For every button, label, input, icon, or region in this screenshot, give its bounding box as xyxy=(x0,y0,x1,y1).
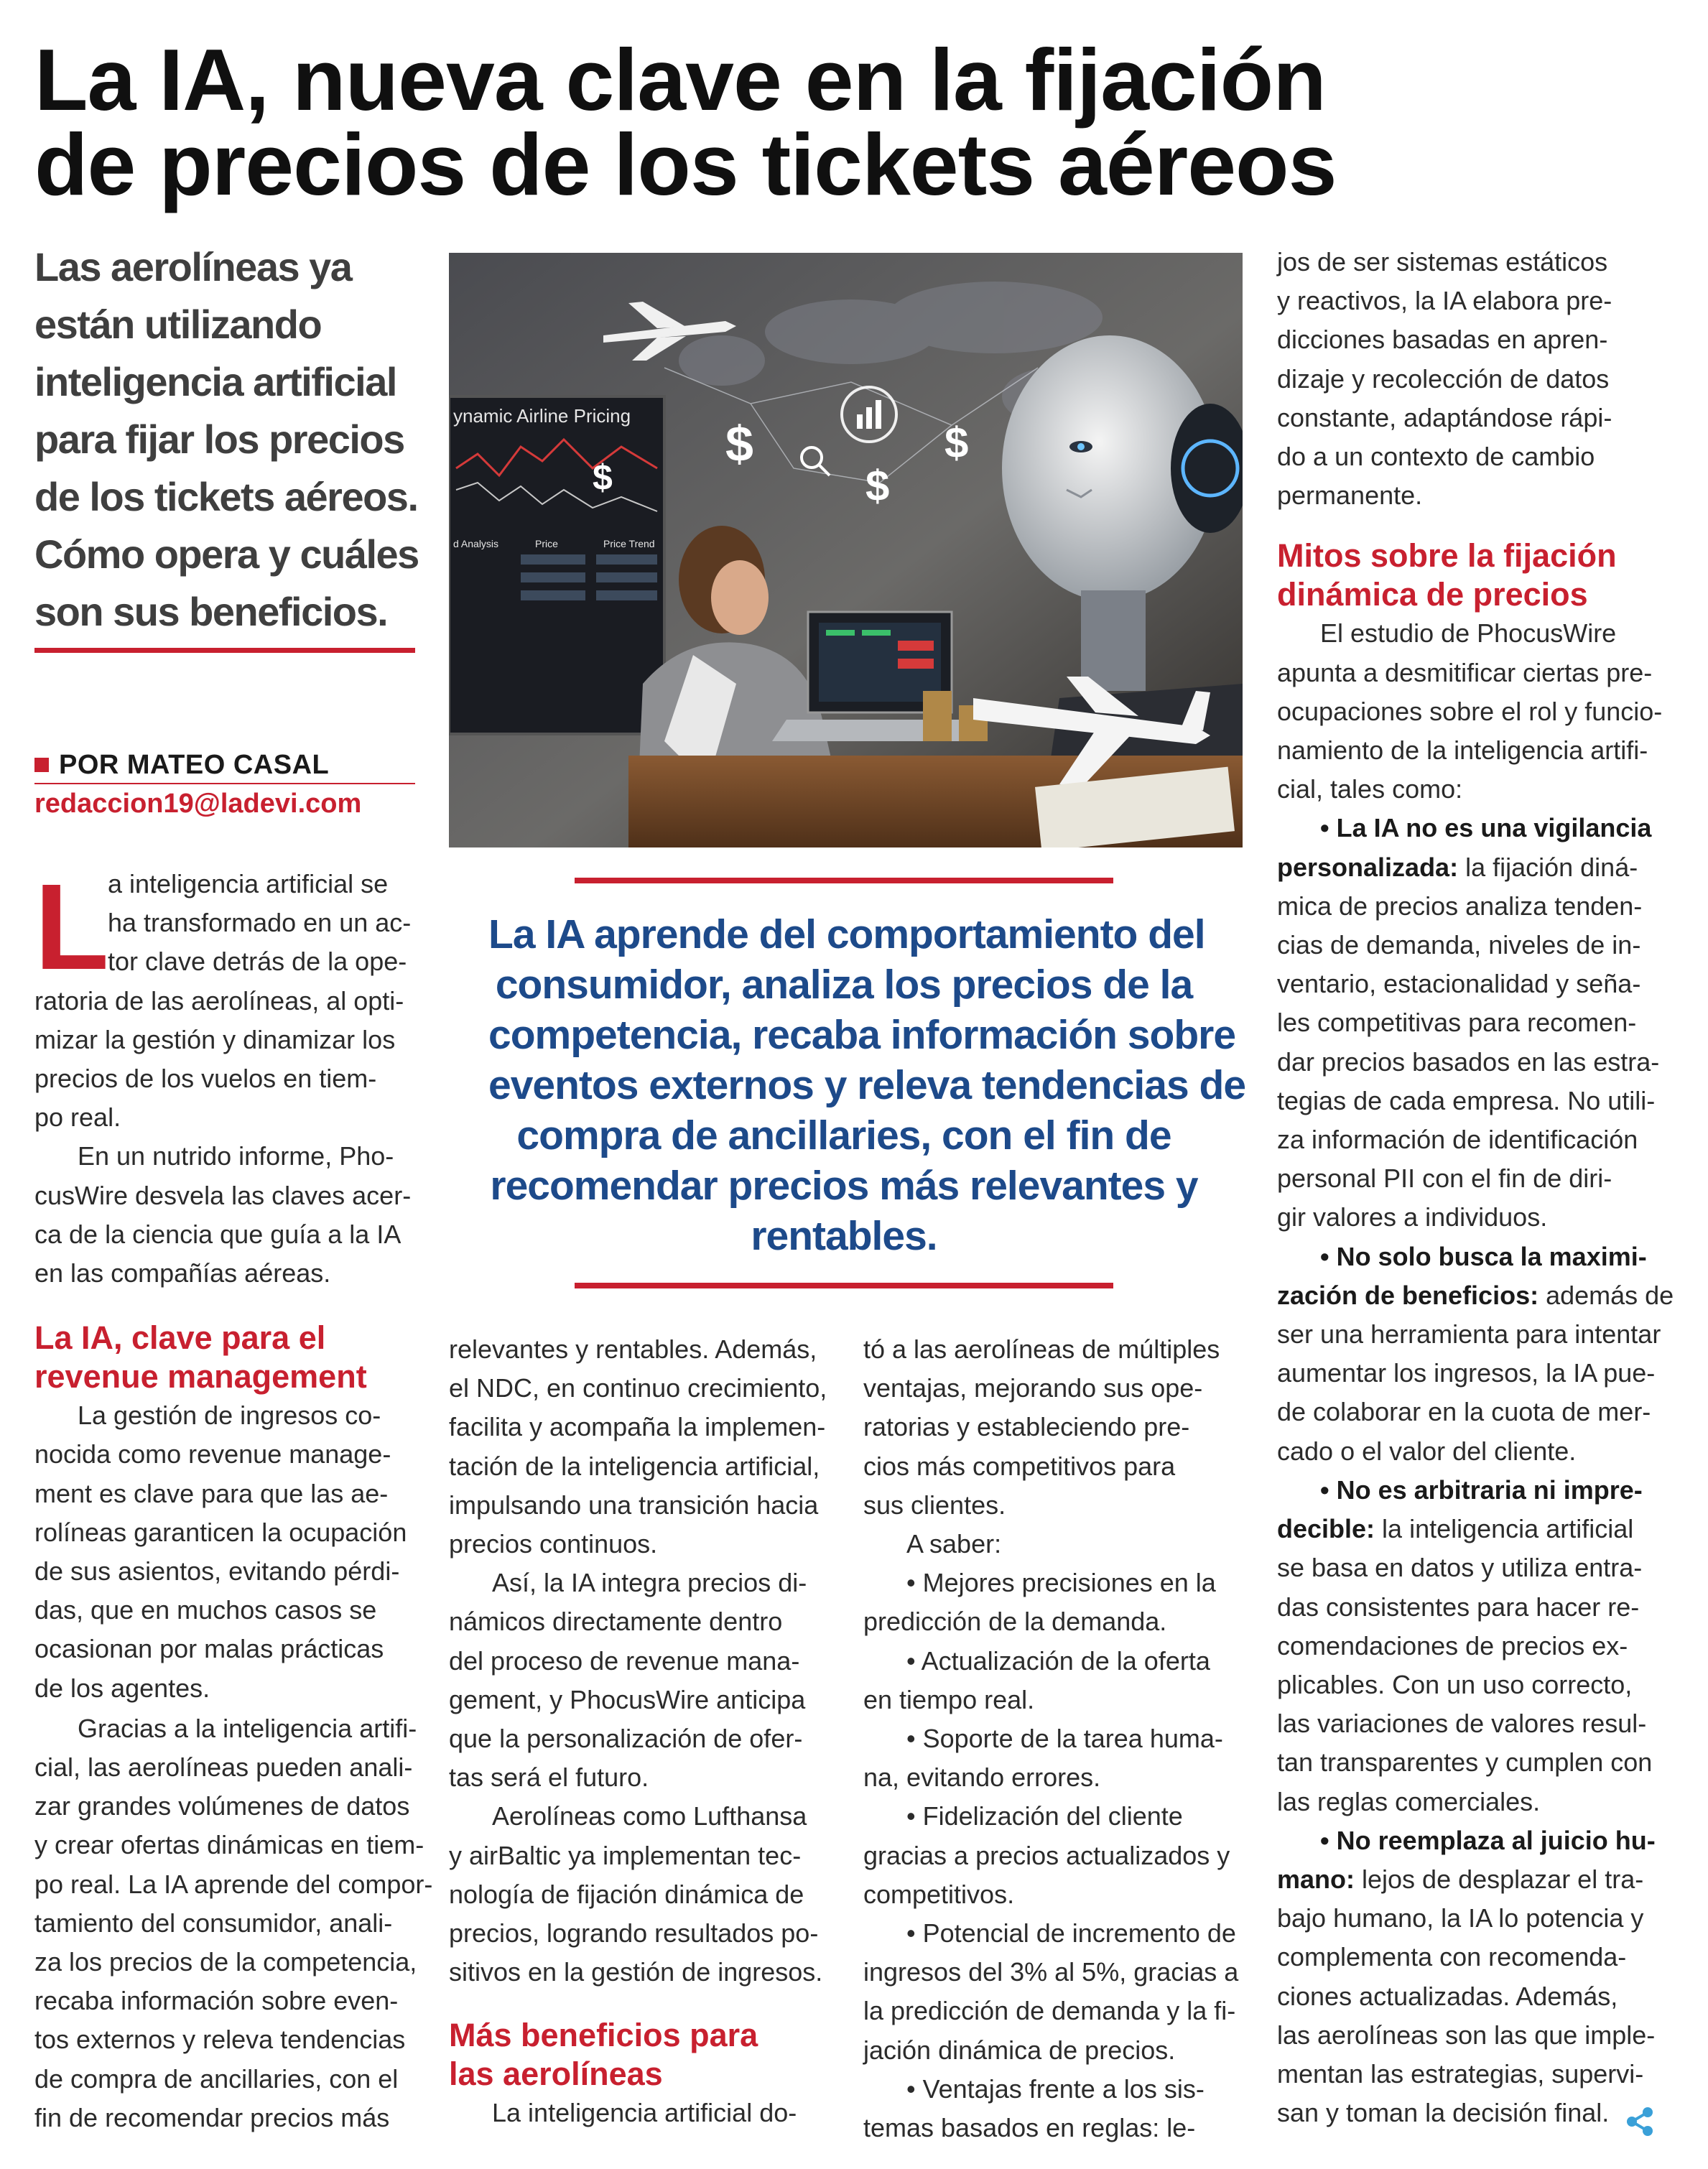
myth-item xyxy=(1277,1821,1658,2133)
hero-photo xyxy=(449,253,1243,847)
text-line: za los precios de la competencia, xyxy=(34,1947,417,1977)
a-saber: A saber: xyxy=(906,1529,1002,1559)
text-line: apunta a desmitificar ciertas pre- xyxy=(1277,657,1653,687)
text-line: La gestión de ingresos co- xyxy=(78,1401,381,1431)
text-line: precios continuos. xyxy=(449,1529,658,1559)
text-line: La inteligencia artificial do- xyxy=(492,2098,797,2128)
list-item xyxy=(863,1914,1244,2070)
text-line: competitivos. xyxy=(863,1879,1015,1909)
intro-paragraph-2 xyxy=(34,1137,415,1293)
text-line: les competitivas para recomen- xyxy=(1277,1008,1637,1038)
myth-bold: personalizada: xyxy=(1277,852,1459,882)
author-email[interactable]: redaccion19@ladevi.com xyxy=(34,789,362,819)
pull-quote-line: recomendar precios más relevantes y xyxy=(490,1163,1198,1209)
benefit-list xyxy=(863,1564,1244,2147)
text-line: mica de precios analiza tenden- xyxy=(1277,891,1643,921)
text-line: cial, las aerolíneas pueden anali- xyxy=(34,1752,413,1783)
pull-quote-line: competencia, recaba información sobre xyxy=(488,1012,1236,1058)
author xyxy=(34,747,415,784)
subhead-line: Mitos sobre la fijación xyxy=(1277,537,1617,575)
myth-bold: decible: xyxy=(1277,1514,1375,1544)
text-line: gement, y PhocusWire anticipa xyxy=(449,1684,806,1714)
text-line: complementa con recomenda- xyxy=(1277,1942,1627,1972)
text-line: tas será el futuro. xyxy=(449,1762,649,1793)
text-line: sitivos en la gestión de ingresos. xyxy=(449,1957,823,1987)
text-line: ocasionan por malas prácticas xyxy=(34,1634,384,1664)
text-line: de los agentes. xyxy=(34,1673,210,1703)
deck-divider xyxy=(34,648,415,653)
text-line xyxy=(1277,1510,1658,1548)
text-line: temas basados en reglas: le- xyxy=(863,2113,1196,2143)
text-line: po real. La IA aprende del compor- xyxy=(34,1869,433,1899)
text-line: de compra de ancillaries, con el xyxy=(34,2063,399,2094)
panel-label: Price Trend xyxy=(603,538,655,549)
text-line: do a un contexto de cambio xyxy=(1277,442,1595,472)
text-line: tó a las aerolíneas de múltiples xyxy=(863,1334,1220,1364)
text-line: Aerolíneas como Lufthansa xyxy=(492,1801,807,1831)
myth-text: además de xyxy=(1538,1280,1674,1310)
myth-item xyxy=(1277,1471,1658,1821)
myth-text: lejos de desplazar el tra- xyxy=(1355,1864,1644,1894)
text-line: plicables. Con un uso correcto, xyxy=(1277,1669,1633,1699)
text-line xyxy=(1277,1821,1658,1860)
pull-quote-text xyxy=(488,909,1246,1261)
pull-quote-bottom-rule xyxy=(575,1283,1113,1288)
text-line: fin de recomendar precios más xyxy=(34,2102,390,2132)
text-line: das, que en muchos casos se xyxy=(34,1595,377,1625)
list-item xyxy=(863,1564,1244,1641)
text-line: tan transparentes y cumplen con xyxy=(1277,1747,1653,1778)
text-line: ment es clave para que las ae- xyxy=(34,1478,389,1508)
text-line: na, evitando errores. xyxy=(863,1762,1101,1793)
text-line: en tiempo real. xyxy=(863,1684,1035,1714)
text-line: tamiento del consumidor, anali- xyxy=(34,1908,393,1938)
col2-paragraph-1 xyxy=(449,1330,830,1564)
text-line: bajo humano, la IA lo potencia y xyxy=(1277,1903,1644,1933)
myth-bold: • No reemplaza al juicio hu- xyxy=(1320,1825,1656,1855)
list-item xyxy=(863,2070,1244,2147)
deck-line: Cómo opera y cuáles xyxy=(34,531,419,577)
col2-paragraph-4 xyxy=(449,2094,830,2132)
text-line: zar grandes volúmenes de datos xyxy=(34,1791,410,1821)
text-line: Así, la IA integra precios di- xyxy=(492,1568,807,1598)
text-line xyxy=(1277,1471,1658,1510)
col4-paragraph-2 xyxy=(1277,614,1663,809)
text-line: cias de demanda, niveles de in- xyxy=(1277,930,1641,960)
text-line: constante, adaptándose rápi- xyxy=(1277,402,1612,432)
text-line: jación dinámica de precios. xyxy=(863,2035,1176,2065)
text-line: precios, logrando resultados po- xyxy=(449,1918,819,1949)
text-line: Gracias a la inteligencia artifi- xyxy=(78,1713,417,1743)
subhead-line: dinámica de precios xyxy=(1277,576,1588,613)
col4-paragraph-1 xyxy=(1277,243,1658,515)
text-line: comendaciones de precios ex- xyxy=(1277,1630,1628,1661)
pull-quote-top-rule xyxy=(575,878,1113,883)
list-item xyxy=(863,1719,1244,1797)
text-line: ingresos del 3% al 5%, gracias a xyxy=(863,1957,1239,1987)
subhead-mas-beneficios xyxy=(449,2016,830,2094)
text-line: dicciones basadas en apren- xyxy=(1277,325,1608,355)
text-line: de sus asientos, evitando pérdi- xyxy=(34,1556,400,1587)
text-line: cial, tales como: xyxy=(1277,774,1463,804)
text-line: ratoria de las aerolíneas, al opti- xyxy=(34,985,404,1016)
panel-label: d Analysis xyxy=(453,538,499,549)
text-line xyxy=(1277,1860,1658,1899)
dollar-icon: $ xyxy=(725,416,753,472)
myth-bold: mano: xyxy=(1277,1864,1355,1894)
dollar-icon: $ xyxy=(593,458,613,498)
text-line: y airBaltic ya implementan tec- xyxy=(449,1840,802,1870)
text-line: ventajas, mejorando sus ope- xyxy=(863,1373,1203,1403)
text-line: relevantes y rentables. Además, xyxy=(449,1334,817,1364)
col2-paragraph-3 xyxy=(449,1797,830,1992)
text-line: ocupaciones sobre el rol y funcio- xyxy=(1277,696,1663,726)
text-line: personal PII con el fin de diri- xyxy=(1277,1164,1612,1194)
pull-quote-line: compra de ancillaries, con el fin de xyxy=(516,1113,1171,1158)
column-4 xyxy=(1277,243,1674,2132)
myth-text: la fijación diná- xyxy=(1458,852,1638,882)
myth-bold: • No solo busca la maximi- xyxy=(1320,1241,1647,1271)
text-line: tegias de cada empresa. No utili- xyxy=(1277,1085,1656,1115)
subhead-line: Más beneficios para xyxy=(449,2017,758,2054)
text-line: a inteligencia artificial se xyxy=(108,869,389,898)
headline-line: La IA, nueva clave en la fijación xyxy=(34,31,1326,129)
panel-label: Price xyxy=(535,538,558,549)
text-line: aumentar los ingresos, la IA pue- xyxy=(1277,1358,1656,1388)
text-line: po real. xyxy=(34,1102,121,1133)
text-line xyxy=(1277,848,1658,887)
column-3 xyxy=(863,1330,1244,2147)
text-line: recaba información sobre even- xyxy=(34,1986,399,2016)
hero-illustration xyxy=(449,253,1243,847)
text-line: san y toman la decisión final. xyxy=(1277,2098,1610,2128)
pull-quote xyxy=(488,878,1246,1288)
square-bullet-icon xyxy=(34,758,49,772)
text-line xyxy=(1277,1237,1658,1276)
list-item xyxy=(863,1642,1244,1719)
text-line: cusWire desvela las claves acer- xyxy=(34,1180,412,1210)
text-line: las variaciones de valores resul- xyxy=(1277,1709,1647,1739)
text-line: facilita y acompaña la implemen- xyxy=(449,1412,826,1442)
text-line: impulsando una transición hacia xyxy=(449,1490,819,1520)
text-line: • Soporte de la tarea huma- xyxy=(906,1724,1223,1754)
text-line: mizar la gestión y dinamizar los xyxy=(34,1024,396,1054)
text-line: za información de identificación xyxy=(1277,1125,1638,1155)
dollar-icon: $ xyxy=(865,462,890,510)
deck-line: de los tickets aéreos. xyxy=(34,474,418,519)
col3-paragraph-1 xyxy=(863,1330,1244,1525)
column-2 xyxy=(449,1330,830,2133)
text-line: precios de los vuelos en tiem- xyxy=(34,1064,377,1094)
myth-bold: zación de beneficios: xyxy=(1277,1280,1539,1310)
text-line: de colaborar en la cuota de mer- xyxy=(1277,1397,1651,1427)
text-line: • Ventajas frente a los sis- xyxy=(906,2073,1205,2104)
pull-quote-line: La IA aprende del comportamiento del xyxy=(488,911,1205,957)
text-line: ventario, estacionalidad y seña- xyxy=(1277,969,1641,999)
col2-paragraph-2 xyxy=(449,1564,830,1797)
subhead-line: revenue management xyxy=(34,1358,367,1395)
list-item xyxy=(863,1797,1244,1914)
rm-paragraph-2 xyxy=(34,1709,433,2137)
subhead-line: La IA, clave para el xyxy=(34,1319,326,1357)
text-line: cios más competitivos para xyxy=(863,1451,1176,1481)
deck-line: inteligencia artificial xyxy=(34,359,396,404)
myth-bold: • La IA no es una vigilancia xyxy=(1320,813,1652,843)
author-name: POR MATEO CASAL xyxy=(59,749,330,780)
text-line: gir valores a individuos. xyxy=(1277,1202,1548,1232)
text-line: tor clave detrás de la ope- xyxy=(108,947,407,977)
pull-quote-line: eventos externos y releva tendencias de xyxy=(488,1062,1246,1108)
text-line: las aerolíneas son las que imple- xyxy=(1277,2020,1656,2050)
deck-line: Las aerolíneas ya xyxy=(34,244,352,289)
text-line: • Fidelización del cliente xyxy=(906,1801,1183,1831)
text-line: • Mejores precisiones en la xyxy=(906,1568,1216,1598)
text-line: jos de ser sistemas estáticos xyxy=(1277,247,1608,277)
text-line: tación de la inteligencia artificial, xyxy=(449,1451,820,1481)
text-line: ciones actualizadas. Además, xyxy=(1277,1981,1618,2011)
text-line: namiento de la inteligencia artifi- xyxy=(1277,735,1648,766)
drop-cap: L xyxy=(34,859,109,995)
myth-item xyxy=(1277,809,1658,1237)
subhead-line: las aerolíneas xyxy=(449,2056,663,2093)
text-line: • Potencial de incremento de xyxy=(906,1918,1236,1949)
byline xyxy=(34,747,415,819)
text-line: predicción de la demanda. xyxy=(863,1607,1167,1637)
text-line: dizaje y recolección de datos xyxy=(1277,363,1610,394)
share-icon[interactable] xyxy=(1625,2107,1655,2137)
headline-line: de precios de los tickets aéreos xyxy=(34,116,1337,213)
subhead-revenue-management xyxy=(34,1319,415,1396)
text-line: la predicción de demanda y la fi- xyxy=(863,1996,1236,2026)
text-line: sus clientes. xyxy=(863,1490,1006,1520)
deck-line: son sus beneficios. xyxy=(34,589,388,634)
text-line: nología de fijación dinámica de xyxy=(449,1879,804,1909)
text-line xyxy=(1277,1276,1674,1315)
text-line: cado o el valor del cliente. xyxy=(1277,1436,1577,1466)
headline xyxy=(34,31,1686,213)
text-line: del proceso de revenue mana- xyxy=(449,1645,800,1676)
rm-paragraph-1 xyxy=(34,1396,415,1708)
text-line: El estudio de PhocusWire xyxy=(1320,618,1617,649)
text-line: En un nutrido informe, Pho- xyxy=(78,1141,394,1171)
text-line: rolíneas garanticen la ocupación xyxy=(34,1517,407,1547)
column-1 xyxy=(34,859,433,2137)
myth-item xyxy=(1277,1237,1674,1471)
text-line: mentan las estrategias, supervi- xyxy=(1277,2058,1644,2089)
text-line: tos externos y releva tendencias xyxy=(34,2025,406,2055)
text-line: ca de la ciencia que guía a la IA xyxy=(34,1219,402,1249)
myth-text: la inteligencia artificial xyxy=(1375,1514,1634,1544)
text-line: permanente. xyxy=(1277,480,1423,511)
text-line: ha transformado en un ac- xyxy=(108,908,412,938)
text-line: que la personalización de ofer- xyxy=(449,1724,803,1754)
deck xyxy=(34,238,422,641)
screen-title: ynamic Airline Pricing xyxy=(453,405,631,427)
text-line: námicos directamente dentro xyxy=(449,1607,783,1637)
text-line: se basa en datos y utiliza entra- xyxy=(1277,1553,1643,1583)
text-line: en las compañías aéreas. xyxy=(34,1258,331,1288)
text-line: gracias a precios actualizados y xyxy=(863,1840,1230,1870)
subhead-mitos xyxy=(1277,537,1658,614)
deck-line: para fijar los precios xyxy=(34,417,404,462)
pull-quote-line: rentables. xyxy=(751,1213,937,1259)
text-line: dar precios basados en las estra- xyxy=(1277,1046,1660,1077)
text-line: • Actualización de la oferta xyxy=(906,1645,1210,1676)
text-line: el NDC, en continuo crecimiento, xyxy=(449,1373,827,1403)
intro-paragraph xyxy=(34,859,415,1137)
text-line xyxy=(1277,809,1658,847)
text-line: y reactivos, la IA elabora pre- xyxy=(1277,286,1612,316)
text-line: das consistentes para hacer re- xyxy=(1277,1592,1640,1622)
text-line: nocida como revenue manage- xyxy=(34,1439,391,1469)
pull-quote-line: consumidor, analiza los precios de la xyxy=(495,962,1193,1008)
myth-bold: • No es arbitraria ni impre- xyxy=(1320,1474,1643,1505)
text-line: ratorias y estableciendo pre- xyxy=(863,1412,1190,1442)
text-line: y crear ofertas dinámicas en tiem- xyxy=(34,1830,424,1860)
deck-line: están utilizando xyxy=(34,302,322,347)
text-line: las reglas comerciales. xyxy=(1277,1786,1541,1816)
dollar-icon: $ xyxy=(944,419,969,467)
text-line: ser una herramienta para intentar xyxy=(1277,1319,1661,1350)
